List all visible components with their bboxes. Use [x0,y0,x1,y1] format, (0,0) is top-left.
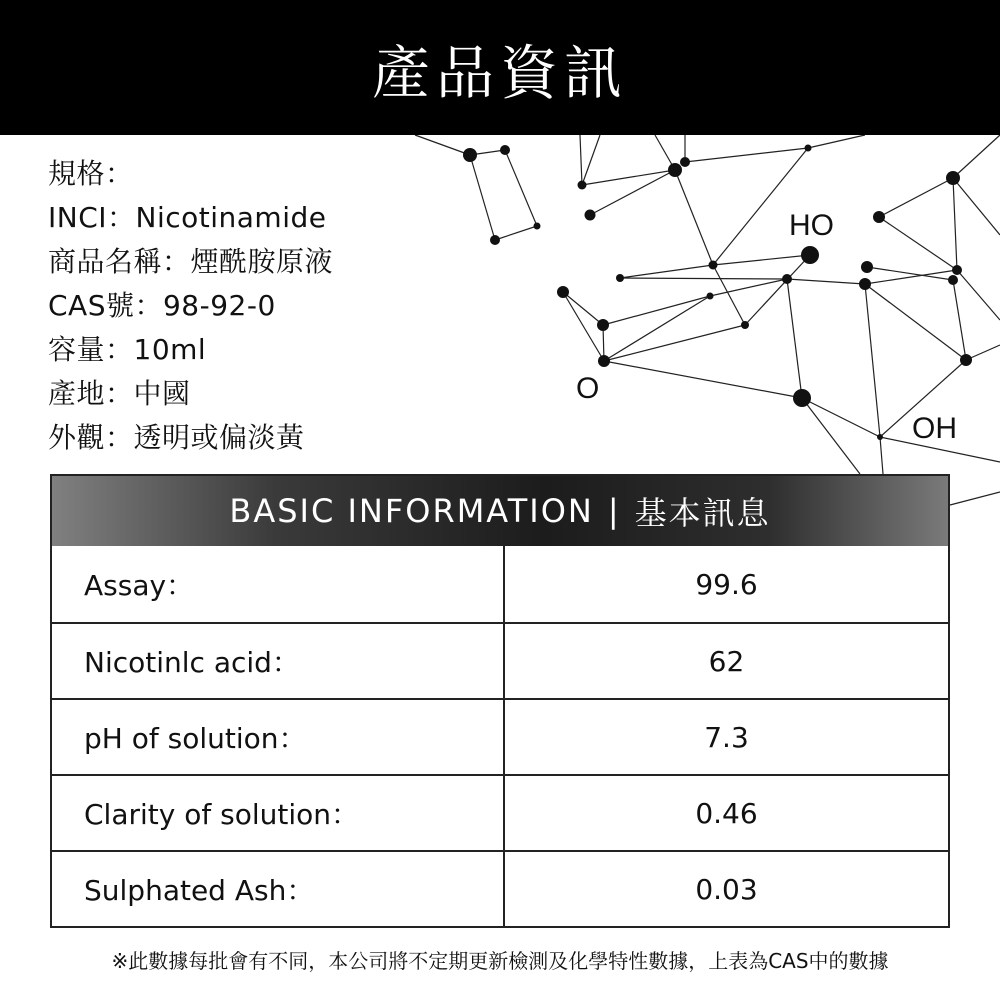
spec-cas: CAS號：98-92-0 [48,289,276,322]
page-title: 產品資訊 [371,38,628,107]
spec-inci: INCI：Nicotinamide [48,201,327,234]
table-row [52,850,948,926]
row-value: 7.3 [704,720,749,754]
table-title-zh: 基本訊息 [634,494,771,532]
spec-list [48,152,333,460]
row-value: 0.46 [695,796,758,830]
table-body [52,546,948,926]
spec-volume: 容量：10ml [48,333,207,366]
row-label: Clarity of solution： [52,776,505,850]
table-title-en: BASIC INFORMATION [229,492,594,530]
row-label: Nicotinlc acid： [52,624,505,698]
header-banner [0,0,1000,135]
spec-appearance: 外觀：透明或偏淡黃 [48,421,305,454]
molecule-label-ho: HO [789,209,834,242]
table-title-separator: | [607,492,621,530]
row-value: 99.6 [695,567,758,601]
table-row [52,774,948,850]
basic-information-table [50,474,950,928]
molecule-label-o: O [576,372,600,405]
table-header [52,476,948,546]
table-row [52,546,948,622]
row-value: 62 [708,644,745,678]
row-label: Assay： [52,546,505,622]
row-label: Sulphated Ash： [52,852,505,926]
spec-heading: 規格： [48,157,134,190]
footnote: ※此數據每批會有不同，本公司將不定期更新檢測及化學特性數據，上表為CAS中的數據 [111,949,889,973]
spec-origin: 產地：中國 [48,377,191,410]
spec-product-name: 商品名稱：煙酰胺原液 [48,245,334,278]
table-row [52,698,948,774]
row-label: pH of solution： [52,700,505,774]
table-row [52,622,948,698]
row-value: 0.03 [695,872,758,906]
molecule-label-oh: OH [912,412,957,445]
